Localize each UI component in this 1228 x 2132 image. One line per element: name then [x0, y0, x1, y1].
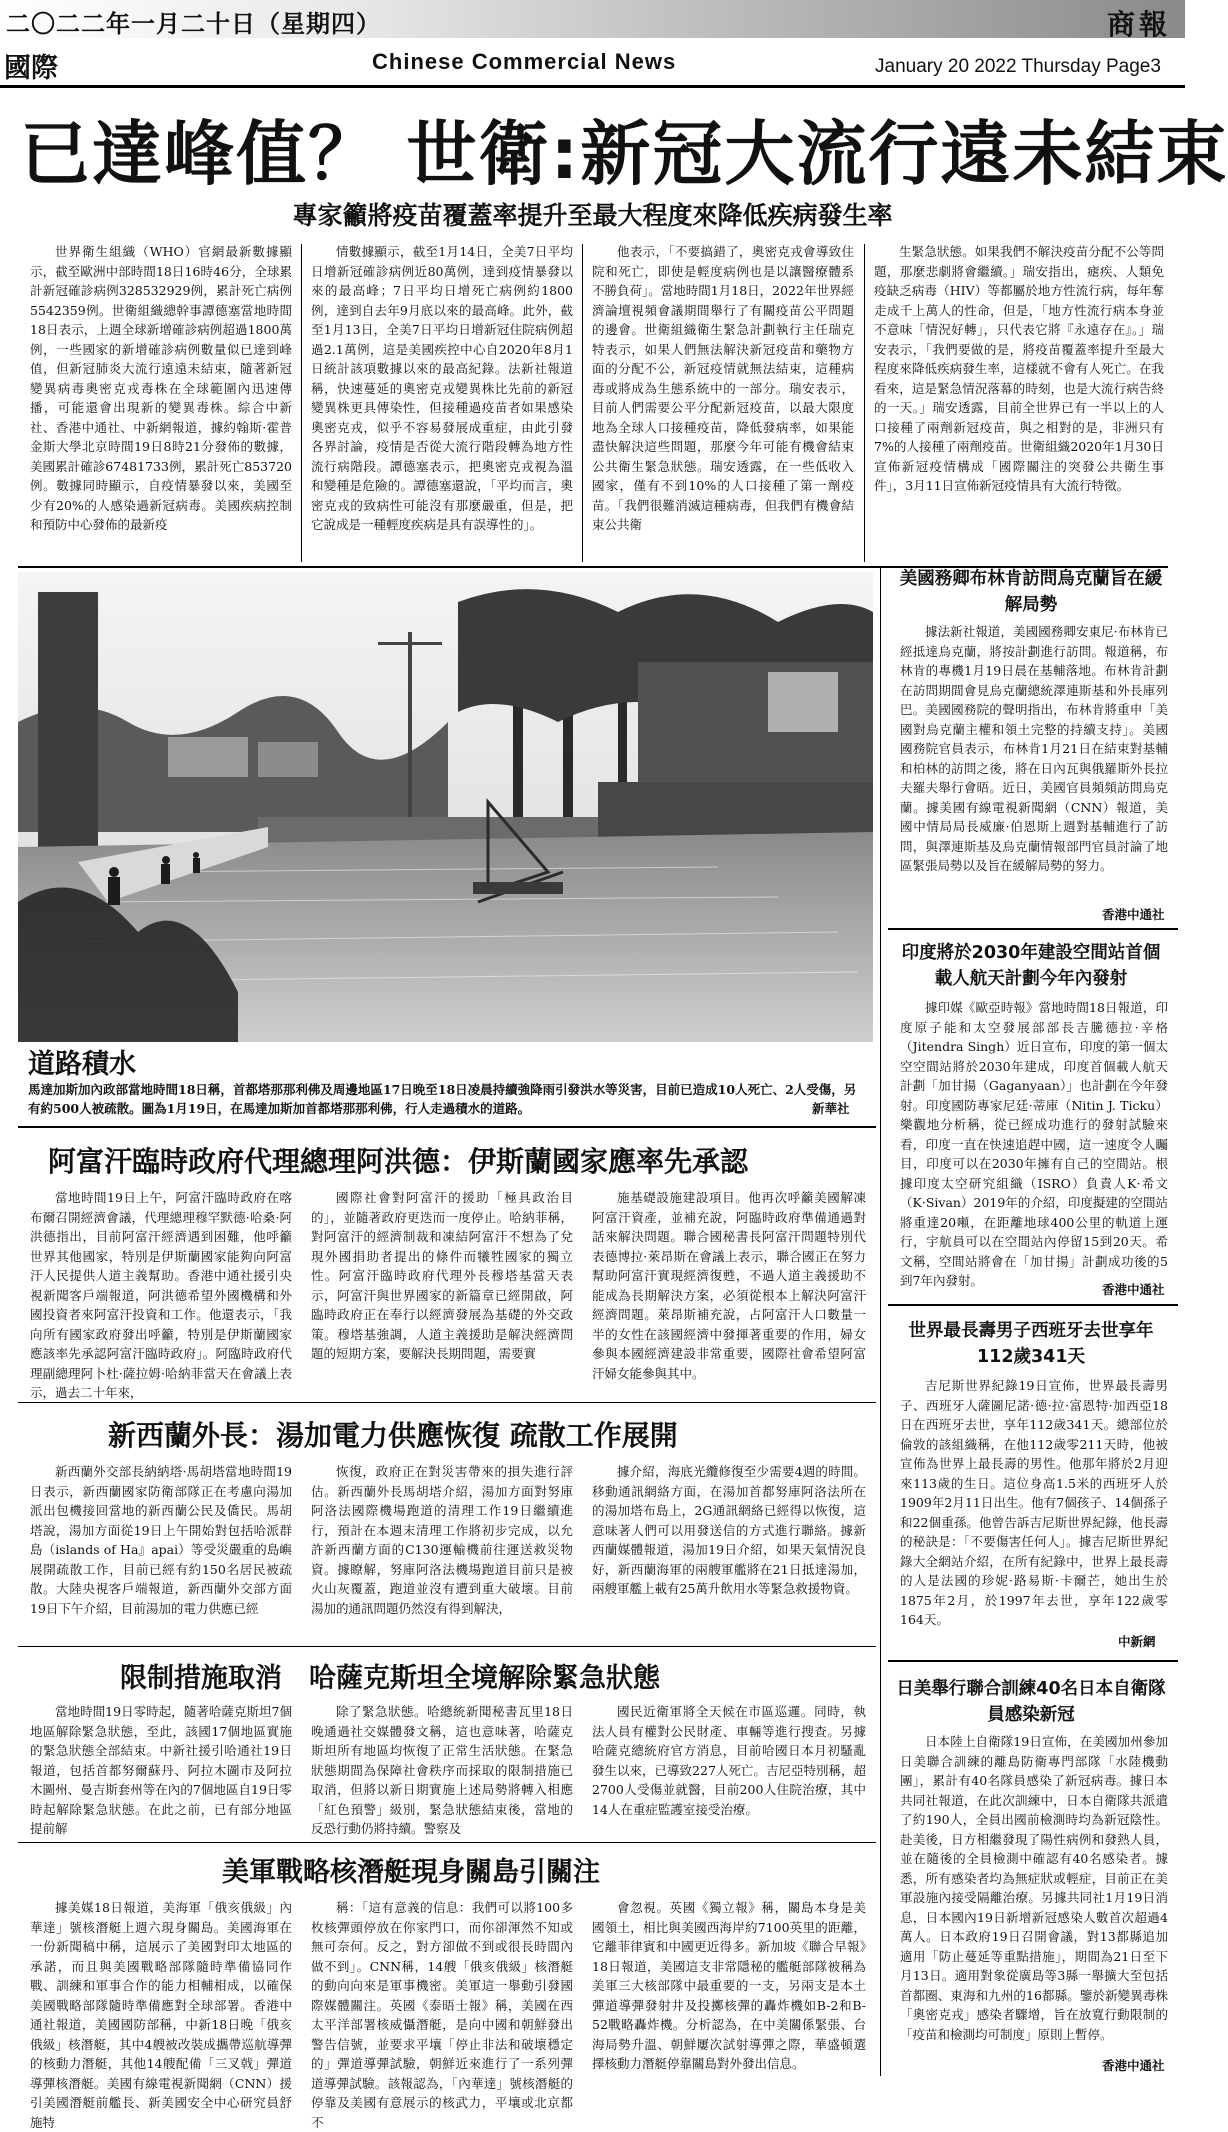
sidebar-headline-2: 印度將於2030年建設空間站首個載人航天計劃今年內發射 [901, 943, 1161, 989]
article-text: 恢復，政府正在對災害帶來的損失進行評估。新西蘭外長馬胡塔介紹，湯加方面對努庫阿洛法國際機場跑道的清理工作19日繼續進行，預計在本週末清理工作將初步完成，以允許新西蘭方面的C130運輸機前往運送救災物資。據瞭解，努庫阿洛法機場跑道目前只是被火山灰覆蓋，跑道並沒有遭到重大破壞。目前湯加的通訊問題仍然沒有得到解決， [311, 1464, 573, 1616]
article-text: 施基礎設施建設項目。他再次呼籲美國解凍阿富汗資產，並補充說，阿臨時政府準備通過對話來解決問題。聯合國秘書長阿富汗問題特別代表德博拉·萊昂斯在會議上表示，聯合國正在努力幫助阿富汗實現經濟復甦，不過人道主義援助不能成為長期解決方案，必須從根本上解決阿富汗經濟問題。萊昂斯補充說，占阿富汗人口數量一半的女性在該國經濟中發揮著重要的作用，婦女參與本國經濟建設非常重要，國際社會希望阿富汗婦女能參與其中。 [592, 1190, 866, 1381]
article-text: 國民近衛軍將全天候在市區巡邏。同時，執法人員有權對公民財產、車輛等進行搜查。另據哈薩克總統府官方消息，目前哈國日本月初騷亂發生以來，已導致227人死亡。吉尼亞特別稱，超2700人受傷並就醫，目前200人住院治療，其中14人在重症監護室接受治療。 [592, 1704, 866, 1817]
main-story-col-1 [30, 242, 292, 564]
us-sub-col-3 [592, 1898, 866, 2074]
kz-col-1 [30, 1702, 292, 1838]
paper-logo: 商報 [1106, 8, 1171, 41]
english-date-page: January 20 2022 Thursday Page3 [875, 56, 1161, 77]
us-sub-headline: 美軍戰略核潛艇現身關島引關注 [222, 1857, 600, 1888]
article-text: 生緊急狀態。如果我們不解決疫苗分配不公等問題，那麼悲劇將會繼續。」瑞安指出，瘧疾、人類免疫缺乏病毒（HIV）等都屬於地方性流行病，每年奪走成千上萬人的性命，但是，「地方性流行病本身並不意味「情況好轉」，只代表它將『永遠存在』。」瑞安表示，「我們要做的是，將疫苗覆蓋率提升至最大程度來降低疾病發生率，這樣就不會有人死亡。在我看來，這是緊急情況落幕的時刻，也是大流行病告終的一天。」瑞安透露，目前全世界已有一半以上的人口接種了兩劑新冠疫苗，與之相對的是，非洲只有7%的人接種了兩劑疫苗。世衛組織2020年1月30日宣佈新冠疫情構成「國際關注的突發公共衛生事件」，3月11日宣佈新冠疫情具有大流行特徵。 [874, 244, 1164, 493]
article-text: 國際社會對阿富汗的援助「極具政治目的」，並隨著政府更迭而一度停止。哈納菲稱，對阿富汗的經濟制裁和凍結阿富汗不想為了兌現外國捐助者提出的條件而犧牲國家的獨立性。阿富汗臨時政府代理外長穆塔基當天表示，阿富汗與世界國家的新篇章已經開啟，阿臨時政府正在奉行以經濟發展為基礎的外交政策。穆塔基強調，人道主義援助是解決經濟問題的短期方案，要解決長期問題，需要實 [311, 1190, 573, 1361]
article-text: 他表示，「不要搞錯了，奧密克戎會導致住院和死亡，即使是輕度病例也是以讓醫療體系不勝負荷」。當地時間1月18日，2022年世界經濟論壇視頻會議期間舉行了有關疫苗公平問題的邊會。世衛組織衛生緊急計劃執行主任瑞克特表示，如果人們無法解決新冠疫苗和藥物方面的分配不公，新冠疫情就無法結束，這種病毒或將成為生態系統中的一部分。瑞安表示，目前人們需要公平分配新冠疫苗，以最大限度地為全球人口接種疫苗，降低發病率，如果能盡快解決這些問題，那麼今年可能有機會結束公共衛生緊急狀態。瑞安透露，在一些低收入國家，僅有不到10%的人口接種了第一劑疫苗。「我們很難消滅這種病毒，但我們有機會結束公共衛 [592, 244, 854, 532]
main-story-col-2 [311, 242, 573, 564]
column-divider [301, 244, 302, 562]
photo-title: 道路積水 [28, 1049, 136, 1080]
photo-caption [28, 1080, 868, 1118]
main-story-col-3 [592, 242, 854, 564]
article-text: 世界衛生組織（WHO）官網最新數據顯示，截至歐洲中部時間18日16時46分，全球累計新冠確診病例328532929例，累計死亡病例5542359例。世衛組織總幹事譚德塞當地時間18日表示，上週全球新增確診病例超過1800萬例，一些國家的新增確診病例數量似已達到峰值，但新冠肺炎大流行遠遠未結束，隨著新冠變異病毒奧密克戎毒株在全球範圍內迅速傳播，可能還會出現新的變異毒株。綜合中新社、香港中通社、中新網報道，據約翰斯·霍普金斯大學北京時間19日8時21分發佈的數據，美國累計確診67481733例，累計死亡853720例。數據同時顯示，自疫情暴發以來，美國至少有20%的人感染過新冠病毒。美國疾病控制和預防中心發佈的最新疫 [30, 244, 292, 532]
afghan-col-3 [592, 1188, 866, 1398]
article-text: 據介紹，海底光纜修復至少需要4週的時間。移動通訊網絡方面，在湯加首都努庫阿洛法所在的湯加塔布島上，2G通訊網絡已經得以恢復，這意味著人們可以用發送信的方式進行聯絡。據新西蘭媒體報道，湯加19日介紹，如果天氣情況良好，新西蘭海軍的兩艘軍艦將在21日抵達湯加，兩艘軍艦上載有25萬升飲用水等緊急救援物資。 [592, 1464, 866, 1596]
sidebar-rule [888, 1660, 1178, 1662]
article-text: 日本陸上自衛隊19日宣佈，在美國加州參加日美聯合訓練的離島防衛專門部隊「水陸機動團」，累計有40名隊員感染了新冠病毒。據日本共同社報道，在此次訓練中，日本自衛隊共派遣了約190人，全員出國前檢測時均為新冠陰性。赴美後，日方相繼發現了陽性病例和發熱人員，並在隨後的全員檢測中確認有40名感染者。據悉，所有感染者均為無症狀或輕症，目前正在美軍設施內接受隔離治療。另據共同社1月19日消息，日本國內19日新增新冠感染人數首次超過4萬人。日本政府19日召開會議，對13都縣追加適用「防止蔓延等重點措施」，期間為21日至下月13日。適用對象從廣島等3縣一舉擴大至包括首都圈、東海和九州的16都縣。鑒於新變異毒株「奧密克戎」感染者驟增，旨在放寬行動限制的「疫苗和檢測均可制度」原則上暫停。 [900, 1734, 1168, 2042]
afghan-col-2 [311, 1188, 573, 1398]
photo-caption-text: 馬達加斯加內政部當地時間18日稱，首都塔那那利佛及周邊地區17日晚至18日凌晨持續強降雨引發洪水等災害，目前已造成10人死亡、2人受傷，另有約500人被疏散。圖為1月19日，在馬達加斯加首都塔那那利佛，行人走過積水的道路。 [28, 1082, 857, 1116]
masthead-date: 二〇二二年一月二十日（星期四） [6, 9, 381, 38]
main-subheadline: 專家籲將疫苗覆蓋率提升至最大程度來降低疾病發生率 [292, 201, 893, 230]
afghan-col-1 [30, 1188, 292, 1398]
nz-col-2 [311, 1462, 573, 1642]
sidebar-story-4 [900, 1732, 1168, 2054]
nz-headline: 新西蘭外長：湯加電力供應恢復 疏散工作展開 [108, 1419, 678, 1452]
main-story-col-4 [874, 242, 1164, 564]
flood-photo [18, 572, 873, 1042]
sidebar-story-1 [900, 622, 1168, 900]
sidebar-source-1: 香港中通社 [1102, 907, 1165, 922]
section-label: 國際 [4, 53, 58, 84]
sidebar-headline-1: 美國務卿布林肯訪問烏克蘭旨在緩解局勢 [899, 569, 1163, 615]
article-text: 會忽視。英國《獨立報》稱，關島本身是美國領土，相比與美國西海岸約7100英里的距離，它離菲律賓和中國更近得多。新加坡《聯合早報》18日報道，美國這支非常隱秘的艦艇部隊被稱為美軍三大核部隊中最重要的一支，另兩支是本土彈道導彈發射井及投擲核彈的轟炸機如B-2和B-52戰略轟炸機。分析認為，在中美關係緊張、台海局勢升溫、朝鮮屢次試射導彈之際，華盛頓選擇核動力潛艇停靠關島對外發出信息。 [592, 1900, 866, 2071]
article-text: 新西蘭外交部長納納塔·馬胡塔當地時間19日表示，新西蘭國家防衛部隊正在考慮向湯加派出包機接回當地的新西蘭公民及僑民。馬胡塔說，湯加方面從19日上午開始對包括哈派群島（islands of Ha』apai）等受災嚴重的島嶼展開疏散工作，目前已經有約150名居民被疏散。大陸央視客戶端報道，新西蘭外交部方面19日下午介紹，目前湯加的電力供應已經 [30, 1464, 292, 1616]
article-text: 情數據顯示，截至1月14日，全美7日平均日增新冠確診病例近80萬例，達到疫情暴發以來的最高峰；7日平均日增死亡病例約1800例，達到自去年9月底以來的最高峰。此外，截至1月13日，全美7日平均日增新冠住院病例超過2.1萬例，這是美國疾控中心自2020年8月1日統計該項數據以來的最高紀錄。法新社報道稱，快速蔓延的奧密克戎變異株比先前的新冠變異株更具傳染性，但接種過疫苗者如果感染奧密克戎，似乎不容易發展成重症，由此引發各界討論，疫情是否從大流行階段轉為地方性流行病階段。譚德塞表示，把奧密克戎視為溫和變種是危險的。譚德塞還說，「平均而言，奧密克戎的致病性可能沒有那麼嚴重，但是，把它說成是一種輕度疾病是具有誤導性的」。 [311, 244, 573, 532]
section-rule [18, 1842, 876, 1843]
nz-col-3 [592, 1462, 866, 1642]
kz-col-3 [592, 1702, 866, 1838]
sidebar-story-3 [900, 1376, 1168, 1626]
section-rule [18, 1646, 876, 1647]
us-sub-col-1 [30, 1898, 292, 2130]
photo-illustration [18, 572, 873, 1042]
article-text: 據印媒《歐亞時報》當地時間18日報道，印度原子能和太空發展部部長吉騰德拉·辛格（Jitendra Singh）近日宣布，印度的第一個太空空間站將於2030年建成，印度首個載人航天計劃「加甘揚（Gaganyaan）」也計劃在今年發射。印度國防專家尼廷·蒂庫（Nitin J. Ticku）樂觀地分析稱，從已經成功進行的發射試驗來看，印度一直在快速追趕中國，這一速度令人矚目，印度可以在2030年擁有自己的空間站。根據印度太空研究組織（ISRO）負責人K·希文（K·Sivan）2019年的介紹，印度擬建的空間站將重達20噸，在距離地球400公里的軌道上運行，宇航員可以在空間站內停留15到20天。希文稱，空間站將會在「加甘揚」計劃成功後的5到7年內發射。 [900, 1000, 1168, 1288]
us-sub-col-2 [311, 1898, 573, 2130]
column-divider [582, 244, 583, 562]
article-text: 據美媒18日報道，美海軍「俄亥俄級」內華達」號核潛艇上週六現身關島。美國海軍在一份新聞稿中稱，這展示了美國對印太地區的承諾，而且與美國戰略部隊隨時準備協同作戰、訓練和軍事合作的能力相輔相成，以確保美國戰略部隊隨時準備應對全球部署。香港中通社報道，美國國防部稱，中新18日晚「俄亥俄級」核潛艇，其中4艘被改裝成攜帶巡航導彈的核動力潛艇，其他14艘配備「三叉戟」彈道導彈核潛艇。美國有線電視新聞網（CNN）援引美國潛艇前艦長、新美國安全中心研究員舒施特 [30, 1900, 292, 2130]
sidebar-story-2 [900, 998, 1168, 1288]
sidebar-source-3: 中新網 [1118, 1634, 1156, 1649]
article-text: 稱：「這有意義的信息：我們可以將100多枚核彈頭停放在你家門口，而你卻渾然不知或無可奈何。反之，對方卻做不到或很長時間內做不到」。CNN稱，14艘「俄亥俄級」核潛艇的動向向來是軍事機密。美軍這一舉動引發國際媒體關注。英國《泰晤士報》稱，美國在西太平洋部署核威懾潛艇，是向中國和朝鮮發出警告信號，並要求平壤「停止非法和破壞穩定的」彈道導彈試驗，朝鮮近來進行了一系列彈道導彈試驗。該報認為，「內華達」號核潛艇的停靠及美國有意展示的核武力，平壤或北京都不 [311, 1900, 573, 2130]
photo-source: 新華社 [812, 1101, 850, 1116]
kz-col-2 [311, 1702, 573, 1838]
masthead-rule [0, 85, 1185, 88]
nz-col-1 [30, 1462, 292, 1642]
sidebar-source-4: 香港中通社 [1102, 2058, 1165, 2073]
sidebar-rule [888, 1304, 1178, 1306]
main-headline: 已達峰值？ 世衛:新冠大流行遠未結束 [20, 113, 1228, 195]
section-rule [18, 1126, 876, 1128]
column-divider [864, 244, 865, 562]
english-paper-name: Chinese Commercial News [372, 49, 677, 74]
kz-headline: 限制措施取消 哈薩克斯坦全境解除緊急狀態 [120, 1663, 660, 1694]
sidebar-rule [888, 928, 1178, 930]
sidebar-divider [880, 568, 881, 2076]
sidebar-headline-3: 世界最長壽男子西班牙去世享年112歲341天 [908, 1321, 1154, 1367]
article-text: 除了緊急狀態。哈總統新聞秘書瓦里18日晚通過社交媒體發文稱，這也意味著，哈薩克斯坦所有地區均恢復了正常生活狀態。在緊急狀態期間為保障社會秩序而採取的限制措施已取消，但將以新日期實施上述局勢將轉入相應「紅色預警」級別，緊急狀態結束後，當地的反恐行動仍將持續。警察及 [311, 1704, 573, 1836]
article-text: 據法新社報道，美國國務卿安東尼·布林肯已經抵達烏克蘭，將按計劃進行訪問。報道稱，布林肯的專機1月19日晨在基輔落地。布林肯計劃在訪問期間會見烏克蘭總統澤連斯基和外長庫列巴。美國國務院的聲明指出，布林肯將重申「美國對烏克蘭主權和領土完整的持續支持」。美國國務院官員表示，布林肯1月21日在結束對基輔和柏林的訪問之後，將在日內瓦與俄羅斯外長拉夫羅夫舉行會晤。近日，美國官員頻頻訪問烏克蘭。據美國有線電視新聞網（CNN）報道，美國中情局局長威廉·伯恩斯上週對基輔進行了訪問，與澤連斯基及烏克蘭情報部門官員討論了地區緊張局勢以及旨在緩解局勢的努力。 [900, 624, 1168, 873]
section-rule [18, 1402, 876, 1403]
article-text: 吉尼斯世界紀錄19日宣佈，世界最長壽男子、西班牙人薩圖尼諾·德·拉·富恩特·加西亞18日在西班牙去世，享年112歲341天。總部位於倫敦的該組織稱，在他112歲零211天時，他被宣佈為世界上最長壽的男性。他那年將於2月迎來113歲的生日。這位身高1.5米的西班牙人於1909年2月11日出生。他有7個孩子、14個孫子和22個重孫。他曾告訴吉尼斯世界紀錄，他長壽的秘訣是：「不要傷害任何人」。據吉尼斯世界紀錄大全網站介紹，在所有紀錄中，世界上最長壽的人是法國的珍妮·路易斯·卡爾芒，她出生於1875年2月，於1997年去世，享年122歲零164天。 [900, 1378, 1168, 1627]
afghan-headline: 阿富汗臨時政府代理總理阿洪德：伊斯蘭國家應率先承認 [48, 1145, 749, 1178]
sidebar-headline-4: 日美舉行聯合訓練40名日本自衛隊員感染新冠 [896, 1679, 1166, 1725]
article-text: 當地時間19日上午，阿富汗臨時政府在喀布爾召開經濟會議，代理總理穆罕默德·哈桑·阿洪德指出，目前阿富汗經濟遇到困難，他呼籲世界其他國家，特別是伊斯蘭國家能夠向阿富汗人民提供人道主義幫助。香港中通社援引央視新聞客戶端報道，阿洪德希望外國機構和外國投資者來阿富汗投資和工作。他還表示，「我向所有國家政府發出呼籲，特別是伊斯蘭國家應該率先承認阿富汗臨時政府」。阿臨時政府代理副總理阿卜杜·薩拉姆·哈納菲當天在會議上表示，過去二十年來， [30, 1190, 292, 1400]
sidebar-source-2: 香港中通社 [1102, 1282, 1165, 1297]
article-text: 當地時間19日零時起，隨著哈薩克斯坦7個地區解除緊急狀態，至此，該國17個地區實施的緊急狀態全部結束。中新社援引哈通社19日報道，包括首都努爾蘇丹、阿拉木圖市及阿拉木圖州、曼吉斯套州等在內的7個地區自19日零時起解除緊急狀態。在此之前，已有部分地區提前解 [30, 1704, 292, 1836]
